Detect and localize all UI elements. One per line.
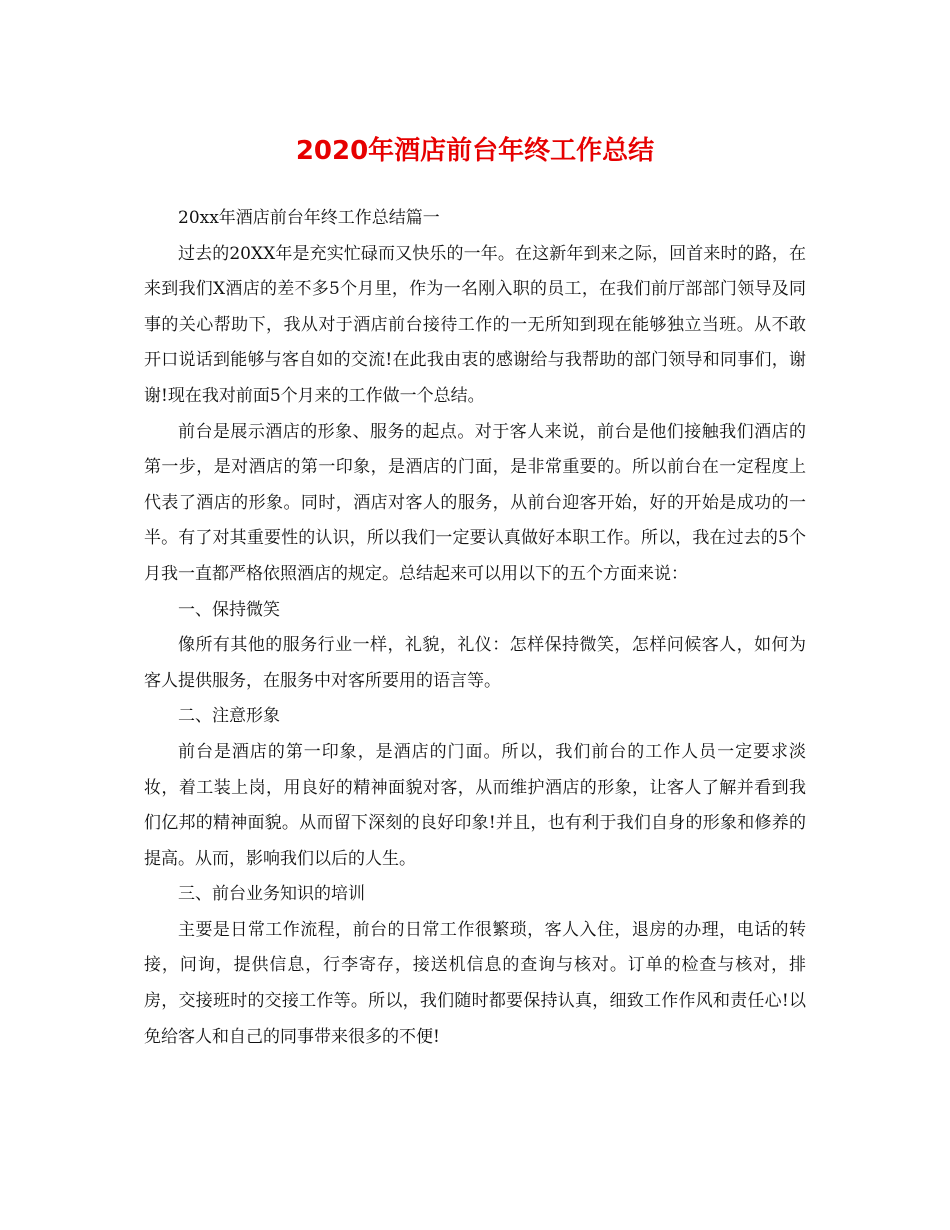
- paragraph-smile: 像所有其他的服务行业一样，礼貌，礼仪：怎样保持微笑，怎样问候客人，如何为客人提供服务，在服务中对客所要用的语言等。: [144, 635, 806, 691]
- document-title: 2020年酒店前台年终工作总结: [295, 136, 655, 166]
- subheading-training: 三、前台业务知识的培训: [178, 884, 365, 905]
- paragraph-training: 主要是日常工作流程，前台的日常工作很繁琐，客人入住，退房的办理，电话的转接，问询，提供信息，行李寄存，接送机信息的查询与核对。订单的检查与核对，排房，交接班时的交接工作等。所以，我们随时都要保持认真，细致工作作风和责任心!以免给客人和自己的同事带来很多的不便!: [144, 919, 806, 1047]
- section-heading: 20xx年酒店前台年终工作总结篇一: [178, 208, 440, 228]
- document-body: [144, 201, 806, 1055]
- paragraph-image: 前台是酒店的第一印象，是酒店的门面。所以，我们前台的工作人员一定要求淡妆，着工装上岗，用良好的精神面貌对客，从而维护酒店的形象，让客人了解并看到我们亿邦的精神面貌。从而留下深刻的良好印象!并且，也有利于我们自身的形象和修养的提高。从而，影响我们以后的人生。: [144, 741, 806, 869]
- paragraph-front-desk: 前台是展示酒店的形象、服务的起点。对于客人来说，前台是他们接触我们酒店的第一步，是对酒店的第一印象，是酒店的门面，是非常重要的。所以前台在一定程度上代表了酒店的形象。同时，酒店对客人的服务，从前台迎客开始，好的开始是成功的一半。有了对其重要性的认识，所以我们一定要认真做好本职工作。所以，我在过去的5个月我一直都严格依照酒店的规定。总结起来可以用以下的五个方面来说：: [144, 421, 806, 584]
- paragraph-intro: 过去的20XX年是充实忙碌而又快乐的一年。在这新年到来之际，回首来时的路，在来到我们X酒店的差不多5个月里，作为一名刚入职的员工，在我们前厅部部门领导及同事的关心帮助下，我从对于酒店前台接待工作的一无所知到现在能够独立当班。从不敢开口说话到能够与客自如的交流!在此我由衷的感谢给与我帮助的部门领导和同事们，谢谢!现在我对前面5个月来的工作做一个总结。: [144, 243, 806, 406]
- subheading-image: 二、注意形象: [178, 706, 280, 727]
- subheading-smile: 一、保持微笑: [178, 599, 280, 620]
